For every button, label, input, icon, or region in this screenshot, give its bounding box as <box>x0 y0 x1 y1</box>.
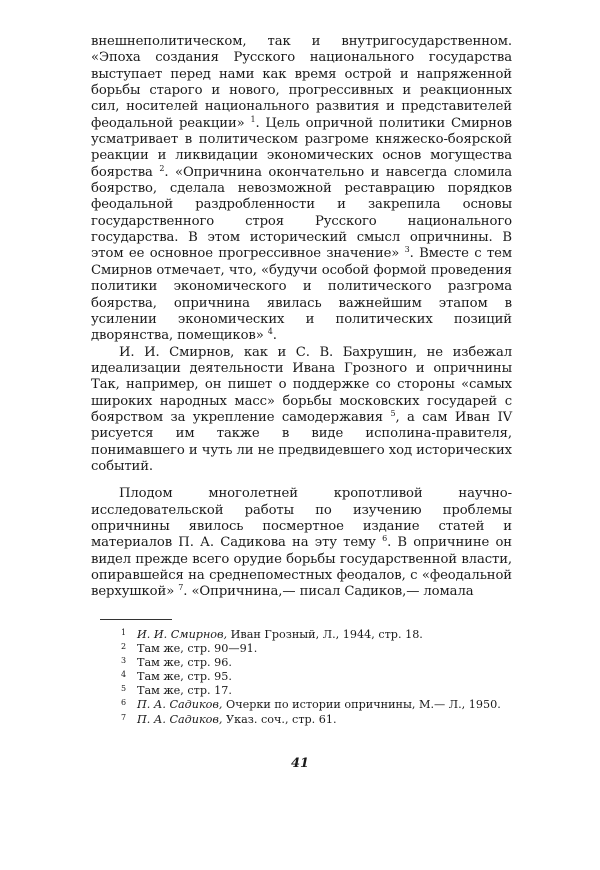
text-run: И. И. Смирнов, как и С. В. Бахрушин, не избежал идеализации деятельности Ивана Грозного и опричнины Так, например, он пишет о поддержке со стороны «самых широких народных масс» борьбы московских государей с боярством за укрепление самодержавия <box>91 344 512 425</box>
footnote-author: И. И. Смирнов, <box>137 628 228 641</box>
footnotes <box>121 628 521 727</box>
text-run: . «Опричнина,— писал Садиков,— ломала <box>183 584 474 600</box>
footnote-item <box>121 670 521 684</box>
text-run: . В опричнине он видел прежде всего орудие борьбы государственной власти, опиравшейся на среднепоместных феодалов, с «феодальной верхушкой» <box>91 535 512 600</box>
footnote-number: 7 <box>121 712 127 722</box>
footnote-number: 6 <box>121 698 127 708</box>
main-text <box>91 34 512 601</box>
text-run: . Вместе с тем Смирнов отмечает, что, «будучи особой формой проведения политики экономического и политического разгрома боярства, опричнина явилась важнейшим этапом в усилении экономических и политических позиций дворянства, помещиков» <box>91 246 512 344</box>
footnote-text <box>137 656 232 670</box>
text-run: . Цель опричной политики Смирнов усматривает в политическом разгроме княжеско-боярской реакции и ликвидации экономических основ могущества боярства <box>91 115 512 180</box>
page-number: 41 <box>290 756 310 771</box>
footnote-text <box>137 698 501 712</box>
footnote-ref: 3 <box>404 245 410 255</box>
footnote-citation: Очерки по истории опричнины, М.— Л., 1950. <box>222 698 501 712</box>
footnote-citation: Там же, стр. 95. <box>137 670 232 684</box>
footnote-ref: 7 <box>178 583 184 593</box>
footnote-ref: 4 <box>267 327 273 337</box>
text-run: Плодом многолетней кропотливой научно-исследовательской работы по изучению проблемы опричнины явилось посмертное издание статей и материалов П. А. Садикова на эту тему <box>91 486 512 551</box>
text-run: , а сам Иван IV рисуется им также в виде исполина-правителя, понимавшего и чуть ли не предвидевшего ход исторических событий. <box>91 409 512 474</box>
footnote-text <box>137 628 423 642</box>
footnote-item <box>121 713 521 727</box>
footnote-text <box>137 713 337 727</box>
footnote-citation: Там же, стр. 90—91. <box>137 642 258 656</box>
footnote-separator <box>100 619 172 620</box>
footnote-item <box>121 628 521 642</box>
footnote-ref: 1 <box>250 114 256 124</box>
footnote-number: 5 <box>121 684 127 694</box>
text-run: внешнеполитическом, так и внутригосударственном. «Эпоха создания Русского национального государства выступает перед нами как время острой и напряженной борьбы старого и нового, прогрессивных и реакционных сил, носителей национального развития и представителей феодальной реакции» <box>91 34 512 131</box>
footnote-number: 2 <box>121 642 127 652</box>
footnote-ref: 5 <box>390 408 396 418</box>
footnote-ref: 2 <box>159 163 165 173</box>
footnote-number: 4 <box>121 670 127 680</box>
footnote-citation: Там же, стр. 17. <box>137 684 232 698</box>
text-run: . <box>272 328 277 344</box>
footnote-item <box>121 684 521 698</box>
footnote-author: П. А. Садиков, <box>137 712 223 726</box>
footnote-text <box>137 684 232 698</box>
text-run: . «Опричнина окончательно и навсегда сломила боярство, сделала невозможной реставрацию порядков феодальной раздробленности и закрепила основы государственного строя Русского национального государства. В этом исторический смысл опричнины. В этом ее основное прогрессивное значение» <box>91 164 513 262</box>
footnote-text <box>137 642 257 656</box>
footnote-item <box>121 698 521 712</box>
footnote-citation: Указ. соч., стр. 61. <box>222 712 337 726</box>
paragraph-2 <box>91 345 512 476</box>
footnote-number: 1 <box>121 628 127 637</box>
footnote-number: 3 <box>121 656 127 666</box>
footnote-citation: Иван Грозный, Л., 1944, стр. 18. <box>227 628 423 641</box>
paragraph-1 <box>91 34 512 345</box>
footnote-author: П. А. Садиков, <box>137 698 223 712</box>
footnote-text <box>137 670 232 684</box>
footnote-citation: Там же, стр. 96. <box>137 656 232 670</box>
footnote-item <box>121 656 521 670</box>
footnote-ref: 6 <box>382 534 388 544</box>
paragraph-3 <box>91 486 512 600</box>
footnote-item <box>121 642 521 656</box>
